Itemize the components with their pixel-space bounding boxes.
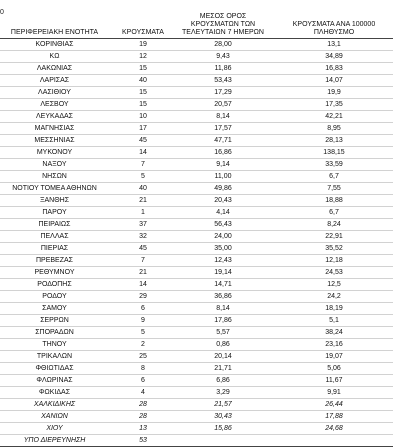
cell-per100k: 8,24 [327, 221, 341, 228]
table-row [0, 75, 393, 87]
cell-avg7: 53,43 [214, 77, 232, 84]
table-row [0, 99, 393, 111]
cell-per100k: 6,7 [329, 173, 339, 180]
cell-per100k: 16,83 [325, 65, 343, 72]
cell-cases: 2 [141, 341, 145, 348]
cell-cases: 32 [139, 233, 147, 240]
table-row [0, 423, 393, 435]
cell-avg7: 9,43 [216, 53, 230, 60]
table-row [0, 147, 393, 159]
cell-region: ΡΕΘΥΜΝΟΥ [34, 269, 75, 276]
cell-cases: 13 [139, 425, 147, 432]
cell-cases: 6 [141, 305, 145, 312]
cell-per100k: 18,88 [325, 197, 343, 204]
table-row [0, 135, 393, 147]
cell-cases: 8 [141, 365, 145, 372]
cell-per100k: 22,91 [325, 233, 343, 240]
cell-region: ΦΩΚΙΔΑΣ [38, 389, 71, 396]
cell-avg7: 30,43 [214, 413, 232, 420]
cell-per100k: 28,13 [325, 137, 343, 144]
cell-avg7: 28,00 [214, 41, 232, 48]
cell-cases: 5 [141, 173, 145, 180]
cell-cases: 40 [139, 77, 147, 84]
cell-region: ΦΛΩΡΙΝΑΣ [36, 377, 73, 384]
cell-cases: 53 [139, 437, 147, 444]
cell-cases: 19 [139, 41, 147, 48]
table-row [0, 39, 393, 51]
cell-region: ΤΡΙΚΑΛΩΝ [36, 353, 73, 360]
cell-per100k: 14,07 [325, 77, 343, 84]
cell-per100k: 24,2 [327, 293, 341, 300]
cell-cases: 14 [139, 281, 147, 288]
cell-region: ΚΟΡΙΝΘΙΑΣ [35, 41, 74, 48]
cell-avg7: 11,86 [214, 65, 232, 72]
cell-avg7: 9,14 [216, 161, 230, 168]
cell-cases: 28 [139, 413, 147, 420]
table-row [0, 183, 393, 195]
cell-per100k: 6,7 [329, 209, 339, 216]
cell-per100k: 9,91 [327, 389, 341, 396]
cell-region: ΧΙΟΥ [46, 425, 63, 432]
cell-region: ΧΑΝΙΩΝ [41, 413, 68, 420]
cell-avg7: 16,86 [214, 149, 232, 156]
table-row [0, 435, 393, 447]
table-row [0, 279, 393, 291]
cell-per100k: 19,9 [327, 89, 341, 96]
table-row [0, 243, 393, 255]
table-row [0, 231, 393, 243]
cell-per100k: 42,21 [325, 113, 343, 120]
cell-per100k: 12,18 [325, 257, 343, 264]
cell-avg7: 20,14 [214, 353, 232, 360]
cell-cases: 21 [139, 197, 147, 204]
cell-avg7: 35,00 [214, 245, 232, 252]
header-per100k [278, 21, 390, 37]
header-per100k-line2: ΠΛΗΘΥΣΜΟ [313, 29, 355, 36]
cell-per100k: 17,88 [325, 413, 343, 420]
table-row [0, 315, 393, 327]
cell-per100k: 5,1 [329, 317, 339, 324]
cell-region: ΠΙΕΡΙΑΣ [40, 245, 69, 252]
cell-region: ΠΕΙΡΑΙΩΣ [38, 221, 71, 228]
header-per100k-line1: ΚΡΟΥΣΜΑΤΑ ΑΝΑ 100000 [292, 21, 376, 28]
header-region: ΠΕΡΙΦΕΡΕΙΑΚΗ ΕΝΟΤΗΤΑ [10, 29, 99, 36]
table-row [0, 399, 393, 411]
cases-table [0, 8, 393, 447]
cell-avg7: 8,14 [216, 305, 230, 312]
cell-region: ΣΑΜΟΥ [42, 305, 67, 312]
cell-avg7: 6,86 [216, 377, 230, 384]
cell-per100k: 11,67 [325, 377, 343, 384]
table-row [0, 411, 393, 423]
cell-region: ΛΑΣΙΘΙΟΥ [38, 89, 71, 96]
cell-avg7: 24,00 [214, 233, 232, 240]
cell-cases: 7 [141, 161, 145, 168]
cell-avg7: 56,43 [214, 221, 232, 228]
cell-region: ΣΕΡΡΩΝ [40, 317, 69, 324]
cell-region: ΝΟΤΙΟΥ ΤΟΜΕΑ ΑΘΗΝΩΝ [12, 185, 97, 192]
cell-avg7: 3,29 [216, 389, 230, 396]
cell-avg7: 8,14 [216, 113, 230, 120]
cell-cases: 7 [141, 257, 145, 264]
cell-avg7: 11,00 [214, 173, 232, 180]
cell-avg7: 20,43 [214, 197, 232, 204]
cell-cases: 15 [139, 89, 147, 96]
cell-avg7: 14,71 [214, 281, 232, 288]
cell-avg7: 15,86 [214, 425, 232, 432]
cell-cases: 25 [139, 353, 147, 360]
header-avg7-line3: ΤΕΛΕΥΤΑΙΩΝ 7 ΗΜΕΡΩΝ [182, 29, 264, 36]
cell-region: ΧΑΛΚΙΔΙΚΗΣ [33, 401, 76, 408]
table-row [0, 303, 393, 315]
table-header [0, 8, 393, 39]
cut-off-label: 0 [0, 9, 4, 16]
cell-avg7: 17,29 [214, 89, 232, 96]
cell-avg7: 21,71 [214, 365, 232, 372]
cell-region: ΝΗΣΩΝ [42, 173, 67, 180]
table-row [0, 291, 393, 303]
table-row [0, 171, 393, 183]
cell-cases: 45 [139, 137, 147, 144]
cell-per100k: 138,15 [323, 149, 345, 156]
cell-region: ΜΑΓΝΗΣΙΑΣ [34, 125, 75, 132]
header-cases: ΚΡΟΥΣΜΑΤΑ [122, 29, 164, 36]
table-row [0, 351, 393, 363]
cell-region: ΡΟΔΟΠΗΣ [37, 281, 72, 288]
cell-per100k: 33,59 [325, 161, 343, 168]
cell-per100k: 8,95 [327, 125, 341, 132]
cell-avg7: 49,86 [214, 185, 232, 192]
cell-per100k: 23,16 [325, 341, 343, 348]
table-row [0, 123, 393, 135]
cell-region: ΠΕΛΛΑΣ [40, 233, 69, 240]
table-row [0, 219, 393, 231]
cell-avg7: 19,14 [214, 269, 232, 276]
cell-avg7: 21,57 [214, 401, 232, 408]
cell-region: ΛΕΥΚΑΔΑΣ [35, 113, 74, 120]
cell-region: ΞΑΝΘΗΣ [39, 197, 70, 204]
table-row [0, 51, 393, 63]
cell-region: ΥΠΟ ΔΙΕΡΕΥΝΗΣΗ [23, 437, 86, 444]
cell-per100k: 24,68 [325, 425, 343, 432]
cell-avg7: 4,14 [216, 209, 230, 216]
cell-region: ΠΡΕΒΕΖΑΣ [35, 257, 73, 264]
table-row [0, 207, 393, 219]
header-avg7-line2: ΚΡΟΥΣΜΑΤΩΝ ΤΩΝ [190, 21, 256, 28]
cell-avg7: 17,86 [214, 317, 232, 324]
table-body [0, 39, 393, 447]
cell-avg7: 47,71 [214, 137, 232, 144]
table-row [0, 195, 393, 207]
cell-region: ΛΕΣΒΟΥ [40, 101, 69, 108]
cell-per100k: 7,55 [327, 185, 341, 192]
cell-cases: 15 [139, 101, 147, 108]
cell-per100k: 5,06 [327, 365, 341, 372]
cell-per100k: 38,24 [325, 329, 343, 336]
table-row [0, 87, 393, 99]
cell-per100k: 12,5 [327, 281, 341, 288]
cell-region: ΝΑΞΟΥ [42, 161, 67, 168]
cell-avg7: 20,57 [214, 101, 232, 108]
cell-avg7: 5,57 [216, 329, 230, 336]
cell-cases: 15 [139, 65, 147, 72]
cell-per100k: 17,35 [325, 101, 343, 108]
cell-cases: 9 [141, 317, 145, 324]
cell-cases: 4 [141, 389, 145, 396]
cell-per100k: 19,07 [325, 353, 343, 360]
cell-avg7: 36,86 [214, 293, 232, 300]
cell-cases: 12 [139, 53, 147, 60]
cell-cases: 17 [139, 125, 147, 132]
cell-region: ΚΩ [49, 53, 60, 60]
cell-cases: 21 [139, 269, 147, 276]
table-row [0, 375, 393, 387]
cell-cases: 37 [139, 221, 147, 228]
cell-per100k: 35,52 [325, 245, 343, 252]
cell-cases: 10 [139, 113, 147, 120]
cell-region: ΤΗΝΟΥ [42, 341, 67, 348]
cell-region: ΣΠΟΡΑΔΩΝ [35, 329, 74, 336]
cell-cases: 5 [141, 329, 145, 336]
cell-cases: 40 [139, 185, 147, 192]
table-row [0, 387, 393, 399]
cell-cases: 29 [139, 293, 147, 300]
cell-cases: 1 [141, 209, 145, 216]
table-row [0, 111, 393, 123]
table-row [0, 255, 393, 267]
cell-per100k: 13,1 [327, 41, 341, 48]
cell-per100k: 34,89 [325, 53, 343, 60]
cell-region: ΜΕΣΣΗΝΙΑΣ [34, 137, 75, 144]
cell-per100k: 18,19 [325, 305, 343, 312]
cell-avg7: 12,43 [214, 257, 232, 264]
cell-per100k: 26,44 [325, 401, 343, 408]
cell-cases: 6 [141, 377, 145, 384]
table-row [0, 159, 393, 171]
table-row [0, 327, 393, 339]
cell-region: ΛΑΡΙΣΑΣ [39, 77, 70, 84]
table-row [0, 363, 393, 375]
cell-region: ΜΥΚΟΝΟΥ [36, 149, 73, 156]
table-row [0, 339, 393, 351]
cell-per100k: 24,53 [325, 269, 343, 276]
cell-region: ΦΘΙΩΤΙΔΑΣ [35, 365, 74, 372]
cell-region: ΠΑΡΟΥ [42, 209, 67, 216]
cell-cases: 28 [139, 401, 147, 408]
cell-region: ΛΑΚΩΝΙΑΣ [36, 65, 73, 72]
cell-cases: 45 [139, 245, 147, 252]
header-avg7 [176, 13, 270, 37]
header-avg7-line1: ΜΕΣΟΣ ΟΡΟΣ [199, 13, 247, 20]
cell-avg7: 0,86 [216, 341, 230, 348]
table-row [0, 267, 393, 279]
table-row [0, 63, 393, 75]
cell-avg7: 17,57 [214, 125, 232, 132]
cell-region: ΡΟΔΟΥ [42, 293, 67, 300]
cell-cases: 14 [139, 149, 147, 156]
